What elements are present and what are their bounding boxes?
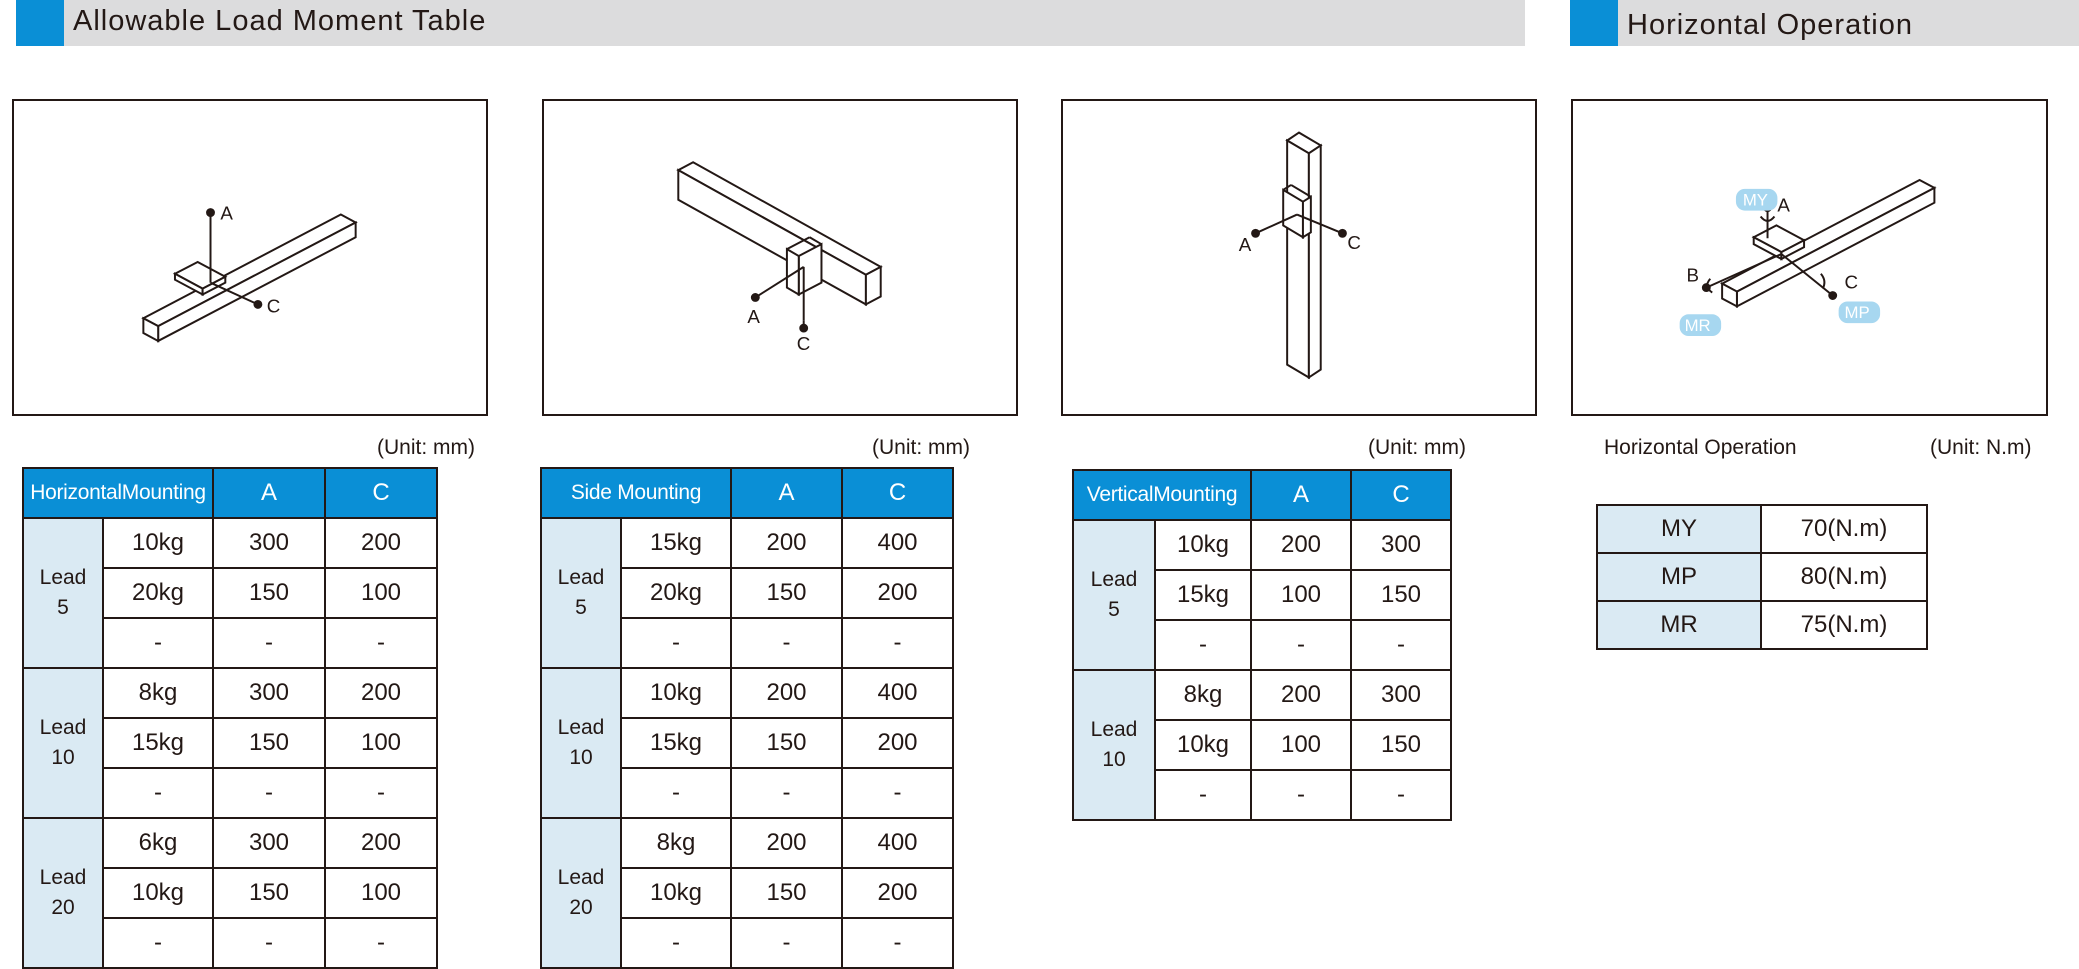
table-cell: 150 <box>731 868 842 918</box>
table-cell: - <box>103 918 213 968</box>
table-cell: - <box>1351 770 1451 820</box>
table-cell: 150 <box>1351 720 1451 770</box>
moment-value: 75(N.m) <box>1761 601 1927 649</box>
label-c: C <box>1844 271 1859 293</box>
table-cell: 100 <box>1251 720 1351 770</box>
table-header: A <box>1251 470 1351 520</box>
table-cell: 200 <box>731 518 842 568</box>
table-cell: 15kg <box>1155 570 1251 620</box>
table-cell: - <box>213 918 325 968</box>
table-cell: - <box>1251 620 1351 670</box>
lead-cell: Lead 10 <box>541 668 621 818</box>
table-cell: 10kg <box>621 868 731 918</box>
section-marker <box>1570 0 1618 46</box>
table-cell: - <box>621 918 731 968</box>
table-cell: 10kg <box>1155 720 1251 770</box>
table-cell: 200 <box>842 568 953 618</box>
lead-cell: Lead 5 <box>1073 520 1155 670</box>
table-cell: 400 <box>842 818 953 868</box>
table-cell: 150 <box>213 718 325 768</box>
table-cell: 100 <box>325 718 437 768</box>
table-cell: 8kg <box>621 818 731 868</box>
table-cell: 300 <box>1351 670 1451 720</box>
diagram-vertical-mounting <box>1061 99 1537 416</box>
section-title: Allowable Load Moment Table <box>73 5 487 37</box>
table-cell: 6kg <box>103 818 213 868</box>
lead-cell: Lead 20 <box>23 818 103 968</box>
vertical-mounting-table <box>1072 469 1452 821</box>
table-cell: - <box>731 768 842 818</box>
table-cell: 400 <box>842 518 953 568</box>
table-cell: 8kg <box>103 668 213 718</box>
lead-cell: Lead 5 <box>23 518 103 668</box>
label-mp: MP <box>1844 303 1870 323</box>
horizontal-mounting-drawing <box>14 101 486 414</box>
table-cell: 200 <box>1251 670 1351 720</box>
label-b: B <box>1686 264 1700 286</box>
unit-label: (Unit: mm) <box>872 436 970 459</box>
table-cell: - <box>1155 770 1251 820</box>
table-cell: 150 <box>213 868 325 918</box>
label-a: A <box>220 202 233 224</box>
table-cell: - <box>731 618 842 668</box>
side-mounting-drawing <box>544 101 1016 414</box>
table-cell: - <box>1251 770 1351 820</box>
label-c: C <box>1347 232 1361 254</box>
moment-label: MP <box>1597 553 1761 601</box>
lead-cell: Lead 10 <box>23 668 103 818</box>
table-header: C <box>325 468 437 518</box>
table-cell: 10kg <box>103 518 213 568</box>
table-cell: 200 <box>731 818 842 868</box>
section-header-load-moment <box>16 0 1525 46</box>
moment-label: MR <box>1597 601 1761 649</box>
label-c: C <box>266 295 281 317</box>
unit-label: (Unit: N.m) <box>1930 436 2032 459</box>
table-cell: 300 <box>1351 520 1451 570</box>
moment-value: 70(N.m) <box>1761 505 1927 553</box>
table-cell: 150 <box>731 718 842 768</box>
table-cell: - <box>325 918 437 968</box>
table-cell: - <box>842 918 953 968</box>
section-header-horizontal-operation <box>1570 0 2079 46</box>
moment-label: MY <box>1597 505 1761 553</box>
table-cell: 200 <box>325 518 437 568</box>
table-cell: 20kg <box>621 568 731 618</box>
label-mr: MR <box>1684 316 1711 336</box>
table-cell: 15kg <box>621 718 731 768</box>
table-cell: 100 <box>325 868 437 918</box>
label-a: A <box>747 306 760 328</box>
table-header: A <box>213 468 325 518</box>
label-c: C <box>796 332 811 354</box>
moment-value: 80(N.m) <box>1761 553 1927 601</box>
table-cell: - <box>325 768 437 818</box>
section-marker <box>16 0 64 46</box>
table-cell: 8kg <box>1155 670 1251 720</box>
diagram-horizontal-operation <box>1571 99 2048 416</box>
lead-cell: Lead 20 <box>541 818 621 968</box>
table-cell: 200 <box>842 868 953 918</box>
table-cell: 200 <box>1251 520 1351 570</box>
table-cell: 150 <box>731 568 842 618</box>
lead-cell: Lead 5 <box>541 518 621 668</box>
moment-table <box>1596 504 1928 650</box>
diagram-horizontal-mounting <box>12 99 488 416</box>
table-cell: 15kg <box>621 518 731 568</box>
table-cell: - <box>621 768 731 818</box>
table-cell: - <box>1155 620 1251 670</box>
table-cell: - <box>842 768 953 818</box>
table-cell: 300 <box>213 818 325 868</box>
table-cell: 150 <box>1351 570 1451 620</box>
table-cell: - <box>621 618 731 668</box>
table-cell: - <box>103 768 213 818</box>
table-cell: - <box>103 618 213 668</box>
label-my: MY <box>1742 190 1769 210</box>
horizontal-mounting-table <box>22 467 438 969</box>
table-cell: - <box>1351 620 1451 670</box>
table-cell: - <box>213 618 325 668</box>
table-cell: 20kg <box>103 568 213 618</box>
lead-cell: Lead 10 <box>1073 670 1155 820</box>
label-a: A <box>1777 194 1790 216</box>
table-header: C <box>1351 470 1451 520</box>
table-cell: 300 <box>213 518 325 568</box>
table-cell: 400 <box>842 668 953 718</box>
table-cell: 200 <box>325 818 437 868</box>
table-header: C <box>842 468 953 518</box>
horizontal-operation-caption: Horizontal Operation <box>1604 436 1797 459</box>
diagram-side-mounting <box>542 99 1018 416</box>
table-header: A <box>731 468 842 518</box>
table-header: Side Mounting <box>541 468 731 518</box>
table-cell: - <box>213 768 325 818</box>
table-cell: 10kg <box>621 668 731 718</box>
table-cell: 200 <box>325 668 437 718</box>
table-cell: 200 <box>731 668 842 718</box>
table-cell: 100 <box>1251 570 1351 620</box>
table-cell: - <box>842 618 953 668</box>
table-cell: 10kg <box>1155 520 1251 570</box>
table-cell: 200 <box>842 718 953 768</box>
table-header: VerticalMounting <box>1073 470 1251 520</box>
table-cell: 150 <box>213 568 325 618</box>
section-title: Horizontal Operation <box>1627 9 1913 41</box>
table-cell: - <box>325 618 437 668</box>
horizontal-operation-drawing <box>1573 101 2046 414</box>
table-cell: 15kg <box>103 718 213 768</box>
unit-label: (Unit: mm) <box>377 436 475 459</box>
label-a: A <box>1238 234 1252 256</box>
unit-label: (Unit: mm) <box>1368 436 1466 459</box>
table-cell: 10kg <box>103 868 213 918</box>
vertical-mounting-drawing <box>1063 101 1535 414</box>
table-cell: 100 <box>325 568 437 618</box>
side-mounting-table <box>540 467 954 969</box>
table-header: HorizontalMounting <box>23 468 213 518</box>
table-cell: 300 <box>213 668 325 718</box>
table-cell: - <box>731 918 842 968</box>
